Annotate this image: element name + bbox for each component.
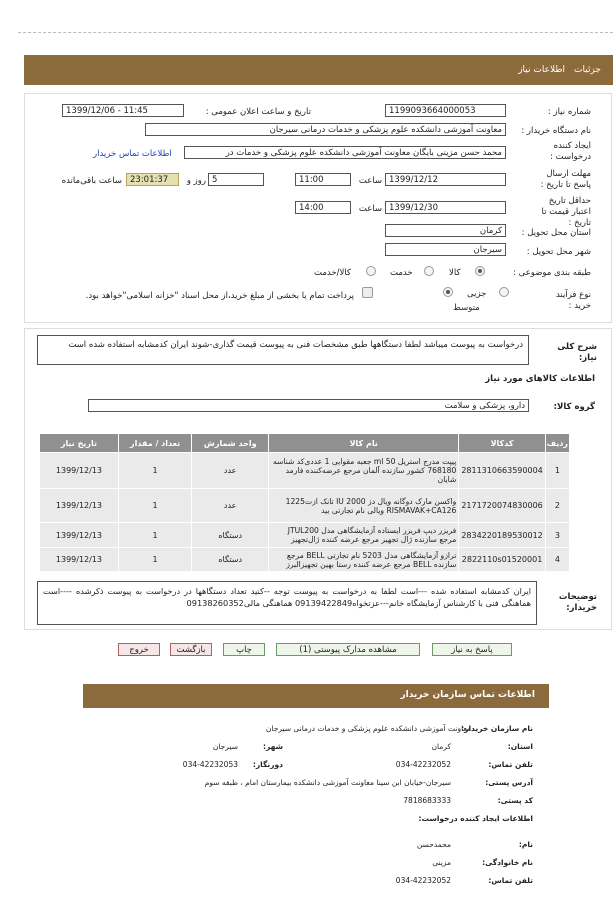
buyer-org-label: نام دستگاه خریدار : [521, 126, 591, 136]
contact-postal-value: 7818683333 [403, 796, 451, 805]
price-validity-label: حداقل تاریخ اعتبار قیمت تا تاریخ : [541, 196, 591, 228]
table-row: 2 2171720074830006 واکسن مارک دوگانه ویال دز 2000 IU تانک ازت1225 RISMAVAK+CA126 ویالی نام تجارتی بید عدد 1 1399/12/13 [40, 489, 570, 523]
top-divider [18, 32, 613, 33]
contact-province-label: استان: [507, 742, 533, 751]
goods-group-field: دارو، پزشکی و سلامت [88, 399, 529, 412]
creator-family-label: نام خانوادگی: [482, 858, 533, 867]
days-label: روز و [186, 176, 206, 186]
remaining-time-badge: 23:01:37 [126, 173, 179, 186]
exit-button[interactable]: خروج [118, 643, 160, 656]
category-service-label: خدمت [390, 268, 413, 278]
price-date-field: 1399/12/30 [385, 201, 506, 214]
back-button[interactable]: بازگشت [170, 643, 212, 656]
contact-phone-label: تلفن تماس: [488, 760, 533, 769]
col-code: کدکالا [459, 434, 545, 453]
goods-group-label: گروه کالا: [553, 402, 595, 412]
reply-button[interactable]: پاسخ به نیاز [432, 643, 512, 656]
contact-address-label: آدرس پستی: [485, 778, 533, 787]
contact-postal-label: کد پستی: [497, 796, 533, 805]
category-goods-service-label: کالا/خدمت [314, 268, 351, 278]
category-goods-label: کالا [449, 268, 461, 278]
buyer-contact-link[interactable]: اطلاعات تماس خریدار [93, 149, 172, 159]
contact-fax-value: 034-42232053 [182, 760, 238, 769]
col-date: تاریخ نیاز [40, 434, 119, 453]
category-label: طبقه بندی موضوعی : [513, 268, 591, 278]
city-field: سیرجان [385, 243, 506, 256]
buyer-org-field: معاونت آموزشی دانشکده علوم پزشکی و خدمات درمانی سیرجان [145, 123, 506, 136]
creator-family-value: مزینی [432, 858, 451, 867]
buyer-notes-text: ایران کدمشابه استفاده شده ---است لطفا به درخواست به پیوست توجه --کنید تعداد دستگاهها در درخواست به پیوست ذکرشده ----است هماهنگی فنی با کارشناس آزمایشگاه خانم---عزتخواه09139422849 هماهنگی مالی09138260352 [37, 581, 537, 625]
announce-field: 1399/12/06 - 11:45 [62, 104, 184, 117]
days-field: 5 [208, 173, 264, 186]
province-field: کرمان [385, 224, 506, 237]
goods-table [39, 433, 570, 572]
announce-label: تاریخ و ساعت اعلان عمومی : [205, 107, 311, 117]
category-goods-radio[interactable] [475, 266, 485, 276]
reply-time-field: 11:00 [295, 173, 351, 186]
tab-details[interactable]: جزئیات [574, 65, 601, 75]
col-row: ردیف [545, 434, 569, 453]
table-row: 3 2834220189530012 فریزر دیپ فریزر ایستاده آزمایشگاهی مدل JTUL200 مرجع سازنده ژال تجهیز مرجع عرضه کننده ژال‌تجهیز دستگاه 1 1399/12/13 [40, 523, 570, 548]
contact-fax-label: دورنگار: [252, 760, 283, 769]
creator-field: محمد حسن مزینی بایگان معاونت آموزشی دانشکده علوم پزشکی و خدمات در [184, 146, 506, 159]
col-name: نام کالا [269, 434, 459, 453]
contact-province-value: کرمان [431, 742, 451, 751]
page-header [24, 55, 613, 85]
col-qty: تعداد / مقدار [118, 434, 191, 453]
city-label: شهر محل تحویل : [526, 247, 591, 257]
goods-section-title: اطلاعات کالاهای مورد نیاز [485, 374, 595, 384]
summary-text: درخواست به پیوست میباشد لطفا دستگاهها طبق مشخصات فنی به پیوست قیمت گذاری-شوند ایران کدمشابه استفاده شده است [37, 335, 529, 365]
contact-org-label: نام سازمان خریدار: [461, 724, 533, 733]
print-button[interactable]: چاپ [223, 643, 265, 656]
contact-header [83, 684, 549, 708]
col-unit: واحد شمارش [192, 434, 269, 453]
price-time-field: 14:00 [295, 201, 351, 214]
reply-time-label: ساعت [358, 176, 382, 186]
purchase-type-label: نوع فرآیند خرید : [555, 290, 591, 311]
price-time-label: ساعت [358, 204, 382, 214]
contact-phone-value: 034-42232052 [395, 760, 451, 769]
contact-city-label: شهر: [263, 742, 283, 751]
contact-title: اطلاعات تماس سازمان خریدار [400, 690, 535, 700]
treasury-payment-note: پرداخت تمام یا بخشی از مبلغ خرید،از محل اسناد "خزانه اسلامی"خواهد بود. [85, 291, 354, 301]
treasury-payment-checkbox[interactable] [362, 287, 373, 298]
buyer-notes-label: توضیحات خریدار: [558, 592, 597, 613]
summary-label: شرح کلی نیاز: [557, 342, 597, 363]
need-number-label: شماره نیاز : [547, 107, 591, 117]
tab-need-info[interactable]: اطلاعات نیاز [518, 65, 565, 75]
creator-phone-value: 034-42232052 [395, 876, 451, 885]
purchase-medium-label: متوسط [453, 303, 480, 313]
category-service-radio[interactable] [424, 266, 434, 276]
reply-deadline-label: مهلت ارسال پاسخ تا تاریخ : [540, 169, 591, 190]
table-row: 4 2822110s01520001 ترازو آزمایشگاهی مدل 5203 نام تجارتی BELL مرجع سازنده BELL مرجع عرضه کننده رستا بهین تجهیزالبرز دستگاه 1 1399/12/13 [40, 548, 570, 572]
table-row: 1 2811310663590004 پیپت مدرج استریل 50 ml جعبه مقوایی 1 عددی‌کد شناسه 768180 کشور سازنده آلمان مرجع عرضه‌کننده فارمد شایان عدد 1 1399/12/13 [40, 453, 570, 489]
creator-name-value: محمدحسن [416, 840, 451, 849]
need-number-field: 1199093664000053 [385, 104, 506, 117]
attachments-button[interactable]: مشاهده مدارک پیوستی (1) [276, 643, 420, 656]
contact-city-value: سیرجان [212, 742, 238, 751]
province-label: استان محل تحویل : [521, 228, 591, 238]
creator-name-label: نام: [518, 840, 533, 849]
category-goods-service-radio[interactable] [366, 266, 376, 276]
creator-label: ایجاد کننده درخواست : [550, 141, 591, 162]
contact-address-value: سیرجان-خیابان ابن سینا معاونت آموزشی دانشکده بیمارستان امام ، طبقه سوم [204, 778, 451, 787]
reply-date-field: 1399/12/12 [385, 173, 506, 186]
purchase-medium-radio[interactable] [443, 287, 453, 297]
contact-org-value: معاونت آموزشی دانشکده علوم پزشکی و خدمات درمانی سیرجان [265, 724, 471, 733]
purchase-partial-label: جزیی [467, 289, 487, 299]
remaining-label: ساعت باقی‌مانده [61, 176, 122, 186]
creator-phone-label: تلفن تماس: [488, 876, 533, 885]
purchase-partial-radio[interactable] [499, 287, 509, 297]
creator-info-title: اطلاعات ایجاد کننده درخواست: [418, 814, 533, 823]
